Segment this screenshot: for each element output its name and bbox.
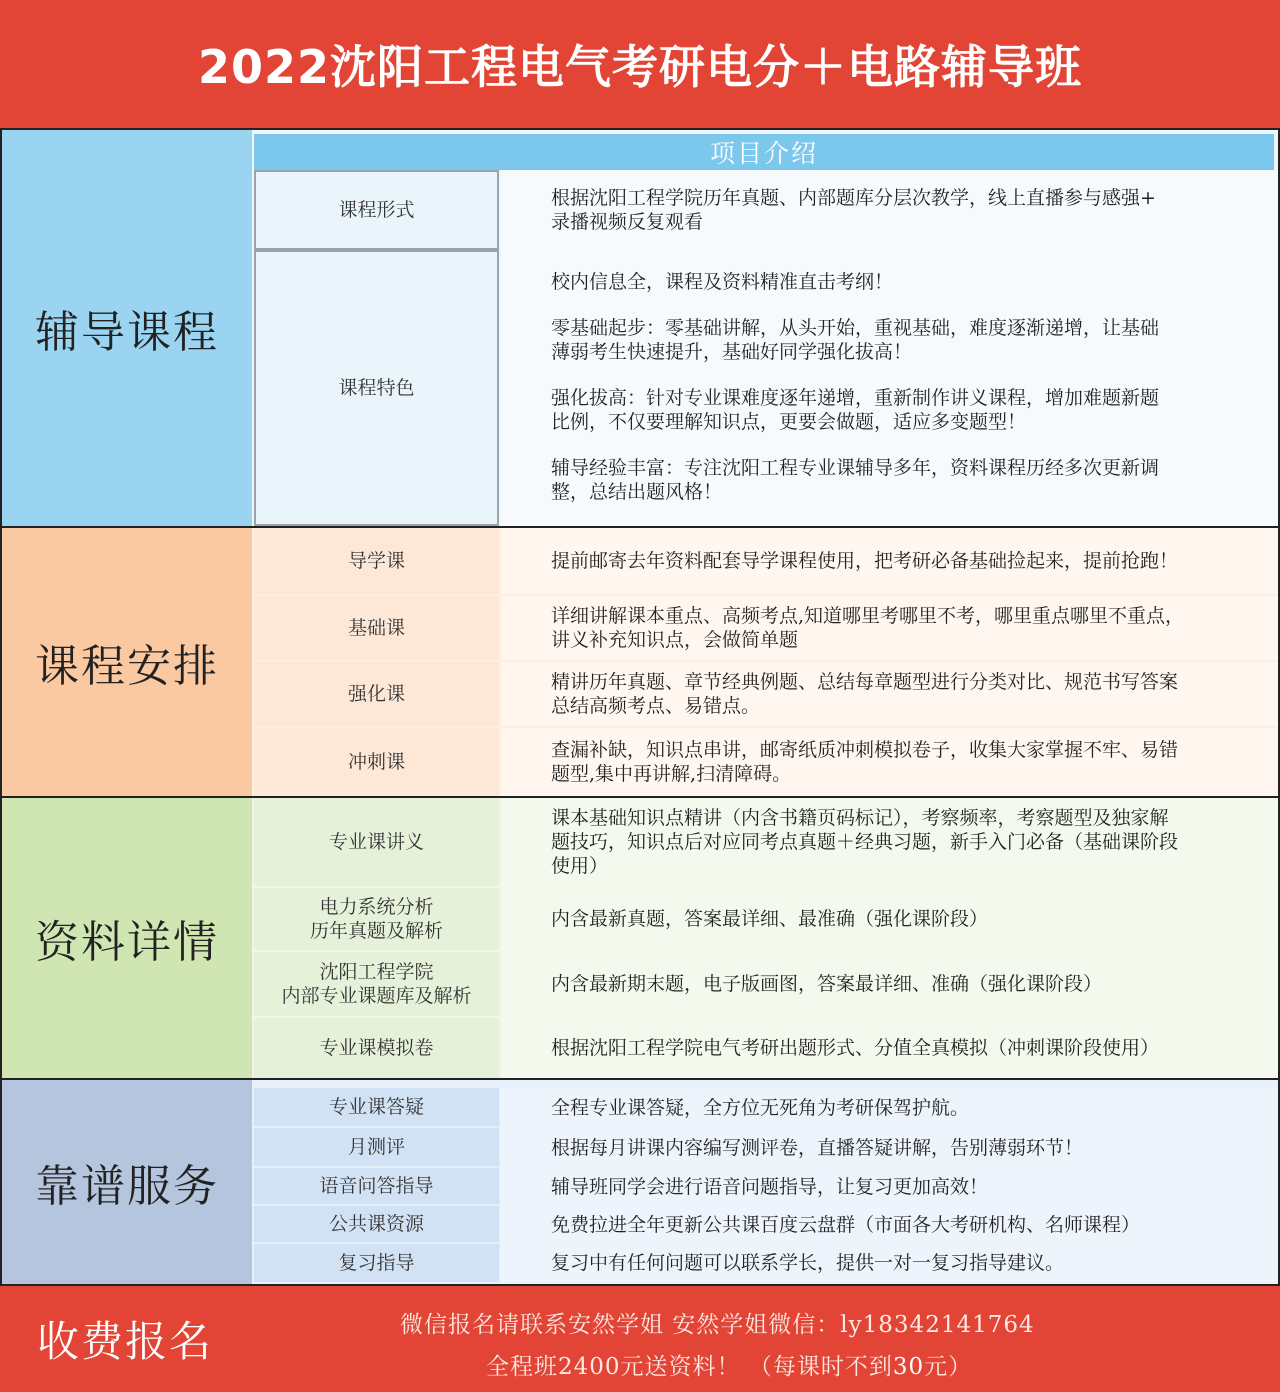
row-label bbox=[254, 952, 499, 1018]
row-label: 复习指导 bbox=[254, 1244, 499, 1282]
feature-paragraph bbox=[551, 270, 1228, 294]
section-reliable-service bbox=[0, 1080, 1280, 1286]
footer-label: 收费报名 bbox=[36, 1317, 213, 1366]
row-label: 专业课答疑 bbox=[254, 1088, 499, 1128]
row-label: 语音问答指导 bbox=[254, 1168, 499, 1206]
row-content bbox=[501, 952, 1278, 1018]
signup-footer bbox=[0, 1286, 1280, 1392]
content-line: 根据每月讲课内容编写测评卷，直播答疑讲解，告别薄弱环节！ bbox=[551, 1137, 1084, 1159]
contact-wechat: 微信报名请联系安然学姐 安然学姐微信：ly18342141764 bbox=[400, 1312, 1035, 1338]
row-content bbox=[501, 250, 1278, 526]
content-line: 详细讲解课本重点、高频考点,知道哪里考哪里不考，哪里重点哪里不重点， bbox=[551, 605, 1185, 627]
row-label: 基础课 bbox=[254, 596, 499, 662]
header-banner bbox=[0, 0, 1280, 128]
row-content bbox=[501, 528, 1278, 596]
row-label-line: 电力系统分析 bbox=[319, 896, 434, 918]
row-content bbox=[501, 1206, 1278, 1244]
row-label: 导学课 bbox=[254, 528, 499, 596]
feature-paragraph bbox=[551, 316, 1228, 364]
row-label-line: 沈阳工程学院 bbox=[319, 961, 434, 983]
content-line: 复习中有任何问题可以联系学长，提供一对一复习指导建议。 bbox=[551, 1252, 1065, 1274]
content-line: 录播视频反复观看 bbox=[551, 211, 704, 233]
content-line: 内含最新真题，答案最详细、最准确（强化课阶段） bbox=[551, 908, 989, 930]
row-content bbox=[501, 728, 1278, 796]
feature-paragraph bbox=[551, 386, 1228, 434]
row-label: 公共课资源 bbox=[254, 1206, 499, 1244]
content-line: 薄弱考生快速提升，基础好同学强化拔高！ bbox=[551, 341, 913, 363]
row-content bbox=[501, 798, 1278, 888]
content-line: 免费拉进全年更新公共课百度云盘群（市面各大考研机构、名师课程） bbox=[551, 1214, 1141, 1236]
row-label-line: 专业课讲义 bbox=[328, 831, 424, 853]
content-line: 内含最新期末题，电子版画图，答案最详细、准确（强化课阶段） bbox=[551, 973, 1103, 995]
section-label: 课程安排 bbox=[2, 528, 252, 796]
content-line: 零基础起步：零基础讲解，从头开始，重视基础，难度逐渐递增，让基础 bbox=[551, 317, 1160, 339]
row-content bbox=[501, 1088, 1278, 1128]
section-label: 辅导课程 bbox=[2, 130, 252, 526]
content-line: 题型,集中再讲解,扫清障碍。 bbox=[551, 763, 792, 785]
price-per-hour: 30 bbox=[892, 1354, 925, 1380]
row-label: 月测评 bbox=[254, 1128, 499, 1168]
row-content bbox=[501, 1128, 1278, 1168]
content-line: 全程专业课答疑，全方位无死角为考研保驾护航。 bbox=[551, 1097, 970, 1119]
row-content bbox=[501, 1018, 1278, 1078]
price-suffix: 元） bbox=[924, 1354, 973, 1380]
content-line: 总结高频考点、易错点。 bbox=[551, 695, 761, 717]
feature-paragraph bbox=[551, 456, 1228, 504]
row-label bbox=[254, 888, 499, 952]
content-line: 根据沈阳工程学院历年真题、内部题库分层次教学，线上直播参与感强+ bbox=[551, 187, 1156, 209]
content-line: 根据沈阳工程学院电气考研出题形式、分值全真模拟（冲刺课阶段使用） bbox=[551, 1037, 1160, 1059]
section-tutoring-course bbox=[0, 128, 1280, 528]
row-label: 强化课 bbox=[254, 662, 499, 728]
row-label bbox=[254, 798, 499, 888]
row-label: 课程特色 bbox=[254, 250, 499, 526]
row-label: 冲刺课 bbox=[254, 728, 499, 796]
section-label: 靠谱服务 bbox=[2, 1080, 252, 1284]
row-content bbox=[501, 1168, 1278, 1206]
row-label-line: 专业课模拟卷 bbox=[319, 1037, 434, 1059]
row-content bbox=[501, 596, 1278, 662]
row-label-line: 内部专业课题库及解析 bbox=[281, 985, 472, 1007]
content-line: 使用） bbox=[551, 855, 609, 877]
content-line: 讲义补充知识点，会做简单题 bbox=[551, 629, 799, 651]
row-label: 课程形式 bbox=[254, 170, 499, 250]
content-line: 查漏补缺，知识点串讲，邮寄纸质冲刺模拟卷子，收集大家掌握不牢、易错 bbox=[551, 739, 1179, 761]
content-line: 强化拔高：针对专业课难度逐年递增，重新制作讲义课程，增加难题新题 bbox=[551, 387, 1160, 409]
page-title: 2022沈阳工程电气考研电分＋电路辅导班 bbox=[197, 40, 1083, 94]
row-content bbox=[501, 662, 1278, 728]
content-line: 精讲历年真题、章节经典例题、总结每章题型进行分类对比、规范书写答案 bbox=[551, 671, 1179, 693]
content-line: 校内信息全，课程及资料精准直击考纲！ bbox=[551, 271, 894, 293]
content-line: 题技巧，知识点后对应同考点真题＋经典习题，新手入门必备（基础课阶段 bbox=[551, 831, 1179, 853]
content-line: 整，总结出题风格！ bbox=[551, 481, 723, 503]
content-line: 比例，不仅要理解知识点，更要会做题，适应多变题型！ bbox=[551, 411, 1027, 433]
row-content bbox=[501, 888, 1278, 952]
price-text: 全程班2400元送资料！ （每课时不到 bbox=[486, 1354, 893, 1380]
content-line: 课本基础知识点精讲（内含书籍页码标记），考察频率，考察题型及独家解 bbox=[551, 807, 1169, 829]
section-course-schedule bbox=[0, 528, 1280, 796]
row-content bbox=[501, 170, 1278, 250]
price-line bbox=[486, 1348, 972, 1381]
content-line: 提前邮寄去年资料配套导学课程使用，把考研必备基础捡起来，提前抢跑！ bbox=[551, 550, 1179, 572]
section-material-details bbox=[0, 796, 1280, 1080]
row-label-line: 历年真题及解析 bbox=[309, 920, 443, 942]
subheader-project-intro: 项目介绍 bbox=[254, 134, 1274, 170]
section-label: 资料详情 bbox=[2, 798, 252, 1078]
content-line: 辅导班同学会进行语音问题指导，让复习更加高效！ bbox=[551, 1176, 989, 1198]
row-label bbox=[254, 1018, 499, 1078]
content-line: 辅导经验丰富：专注沈阳工程专业课辅导多年，资料课程历经多次更新调 bbox=[551, 457, 1160, 479]
row-content bbox=[501, 1244, 1278, 1282]
